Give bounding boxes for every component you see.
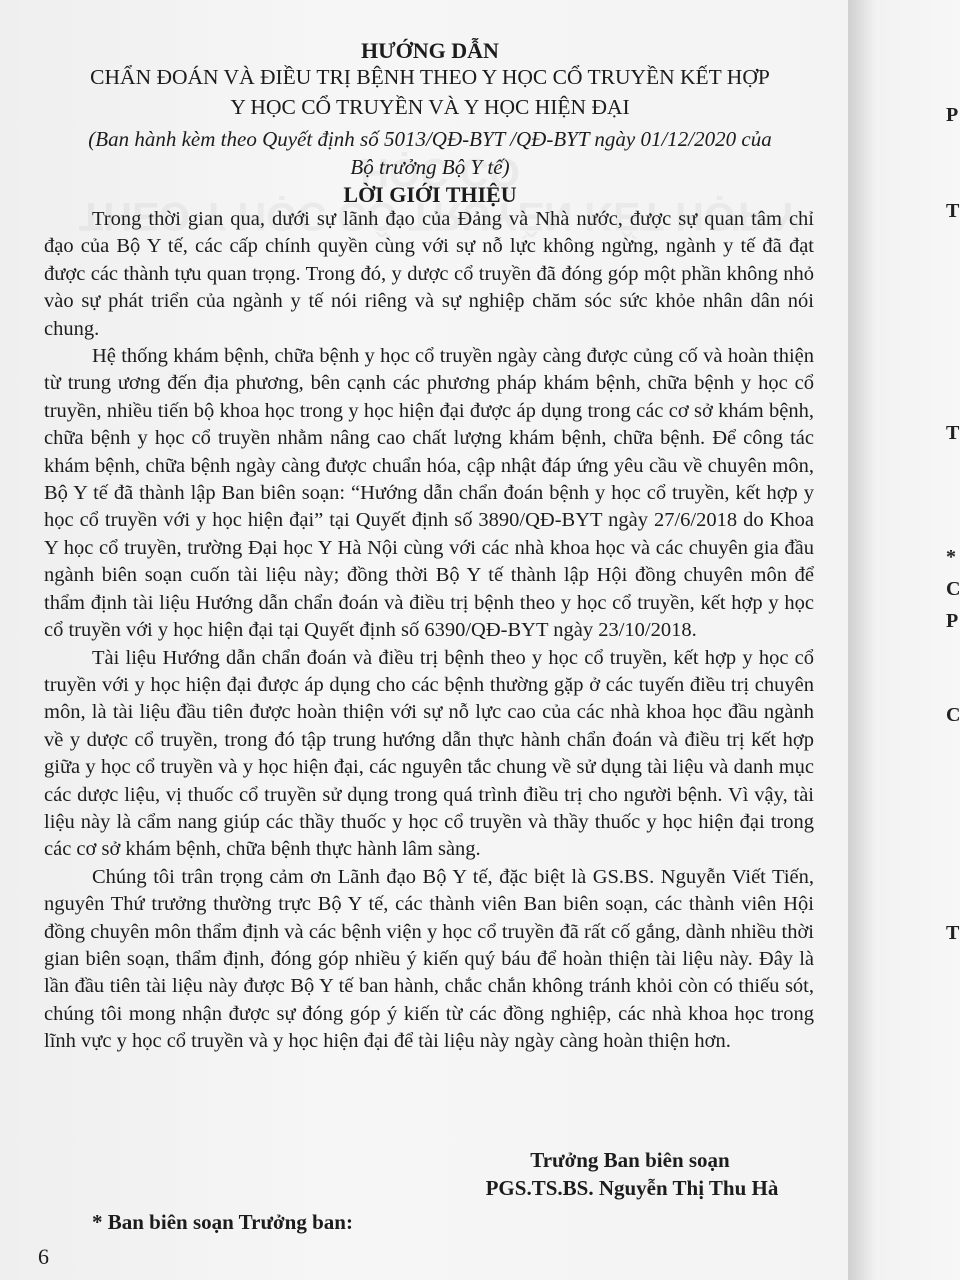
signature-name: PGS.TS.BS. Nguyễn Thị Thu Hà [485, 1176, 779, 1200]
paragraph: Hệ thống khám bệnh, chữa bệnh y học cổ truyền ngày càng được củng cố và hoàn thiện từ trung ương đến địa phương, bên cạnh các phương pháp khám bệnh, chữa bệnh y học cổ truyền, nhiều tiến bộ khoa học trong y học hiện đại được áp dụng trong các cơ sở khám bệnh, chữa bệnh y học cổ truyền nhằm nâng cao chất lượng khám bệnh, chữa bệnh. Để công tác khám bệnh, chữa bệnh ngày càng được chuẩn hóa, cập nhật đáp ứng yêu cầu về chuyên môn, Bộ Y tế đã thành lập Ban biên soạn: “Hướng dẫn chẩn đoán bệnh y học cổ truyền, kết hợp y học cổ truyền với y học hiện đại” tại Quyết định số 3890/QĐ-BYT ngày 27/6/2018 do Khoa Y học cổ truyền, trường Đại học Y Hà Nội cùng với các nhà khoa học và các chuyên gia đầu ngành biên soạn cuốn tài liệu này; đồng thời Bộ Y tế thành lập Hội đồng chuyên môn để thẩm định tài liệu Hướng dẫn chẩn đoán và điều trị bệnh theo y học cổ truyền, kết hợp y học cổ truyền với y học hiện đại tại Quyết định số 6390/QĐ-BYT ngày 23/10/2018. [44, 345, 814, 642]
next-page-letter: T [946, 200, 960, 222]
next-page-letter: C [946, 578, 960, 600]
next-page-letter: P [946, 610, 959, 632]
signature-title: Trưởng Ban biên soạn [530, 1148, 730, 1172]
document-subtitle-line1: CHẨN ĐOÁN VÀ ĐIỀU TRỊ BỆNH THEO Y HỌC CỔ TRUYỀN KẾT HỢP [90, 65, 770, 89]
next-page-edge [848, 0, 960, 1280]
next-page-letter: T [946, 922, 960, 944]
paragraph: Trong thời gian qua, dưới sự lãnh đạo của Đảng và Nhà nước, được sự quan tâm chỉ đạo của Bộ Y tế, các cấp chính quyền cùng với sự nỗ lực không ngừng, ngành y tế đã đạt được các thành tựu quan trọng. Trong đó, y dược cổ truyền đã đóng góp một phần không nhỏ vào sự phát triển của ngành y tế nói riêng và sự nghiệp chăm sóc sức khỏe nhân dân nói chung. [44, 208, 814, 340]
paragraph: Chúng tôi trân trọng cảm ơn Lãnh đạo Bộ Y tế, đặc biệt là GS.BS. Nguyễn Viết Tiến, nguyên Thứ trưởng thường trực Bộ Y tế, các thành viên Ban biên soạn, các thành viên Hội đồng chuyên môn thẩm định và các bệnh viện y học cổ truyền đã rất cố gắng, dành nhiều thời gian biên soạn, thẩm định, đóng góp nhiều ý kiến quý báu để hoàn thiện tài liệu này. Đây là lần đầu tiên tài liệu này được Bộ Y tế ban hành, chắc chắn không tránh khỏi còn có thiếu sót, chúng tôi mong nhận được sự đóng góp ý kiến từ các đồng nghiệp, các nhà khoa học trong lĩnh vực y học cổ truyền và y học hiện đại để tài liệu này ngày càng hoàn thiện hơn. [44, 865, 814, 1053]
intro-heading: LỜI GIỚI THIỆU [343, 182, 517, 207]
document-title: HƯỚNG DẪN [361, 38, 499, 63]
decision-note-line2: Bộ trưởng Bộ Y tế) [350, 155, 510, 179]
next-page-letter: C [946, 704, 960, 726]
next-page-letter: * [946, 546, 956, 568]
next-page-letter: P [946, 104, 959, 126]
paragraph: Tài liệu Hướng dẫn chẩn đoán và điều trị bệnh theo y học cổ truyền, kết hợp y học cổ truyền với y học hiện đại được áp dụng cho các bệnh thường gặp ở các tuyến điều trị chuyên môn, là tài liệu đầu tiên được hoàn thiện với sự nỗ lực cao của các nhà khoa học đầu ngành về y dược cổ truyền, trong đó tập trung hướng dẫn thực hành chẩn đoán và điều trị kết hợp giữa y học cổ truyền và y học hiện đại, các nguyên tắc chung về sử dụng tài liệu và danh mục các dược liệu, vị thuốc cổ truyền sử dụng trong quá trình điều trị cho người bệnh. Vì vậy, tài liệu này là cẩm nang giúp các thầy thuốc y học cổ truyền và thầy thuốc y học hiện đại trong các cơ sở khám bệnh, chữa bệnh thực hành lâm sàng. [44, 646, 814, 861]
decision-note-line1: (Ban hành kèm theo Quyết định số 5013/QĐ-BYT /QĐ-BYT ngày 01/12/2020 của [88, 127, 772, 151]
next-page-letter: T [946, 422, 960, 444]
footnote: * Ban biên soạn Trưởng ban: [92, 1210, 353, 1234]
page-number: 6 [38, 1244, 49, 1269]
intro-body [44, 206, 814, 1056]
document-subtitle-line2: Y HỌC CỔ TRUYỀN VÀ Y HỌC HIỆN ĐẠI [230, 95, 630, 119]
